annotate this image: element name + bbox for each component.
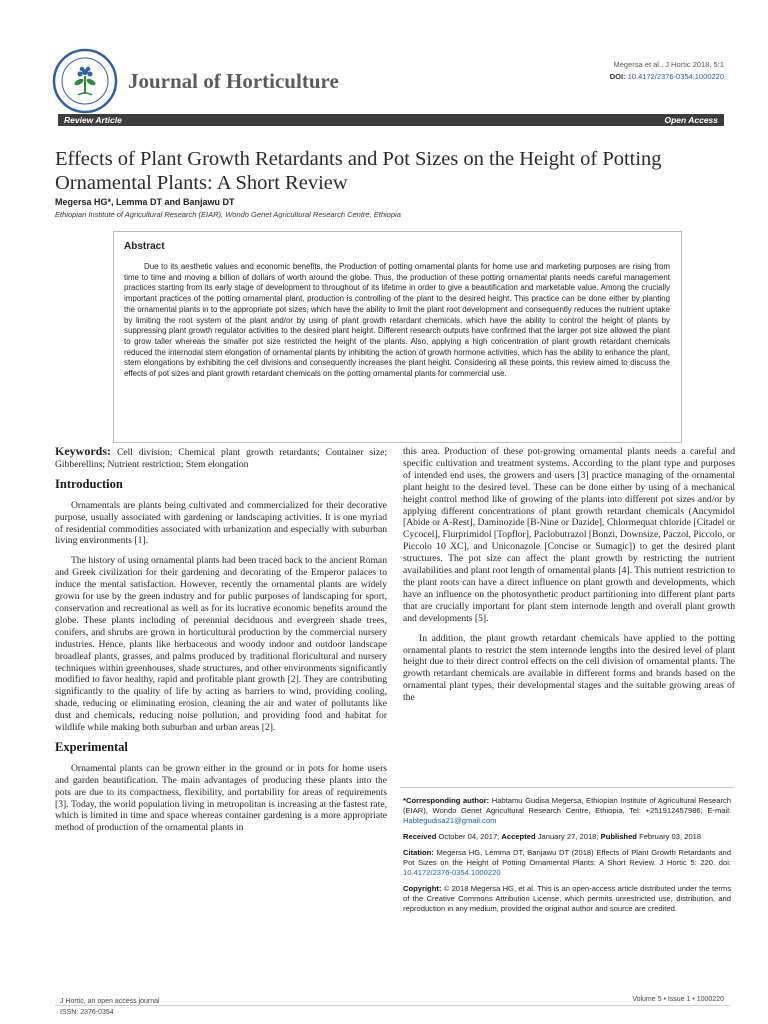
footer-journal-line: J Hortic, an open access journal xyxy=(60,998,160,1005)
citation-doi-link[interactable]: 10.4172/2376-0354.1000220 xyxy=(403,868,501,877)
journal-name: Journal of Horticulture xyxy=(128,69,339,93)
footer-journal-info xyxy=(60,996,160,1018)
received-date: October 04, 2017; xyxy=(438,832,500,841)
copyright-text: © 2018 Megersa HG, et al. This is an open-access article distributed under the terms of the Creative Commons Attribution License, which permits unrestricted use, distribution, and reproduction in any medium, provided the original author and source are credited. xyxy=(403,884,731,913)
section-heading-experimental: Experimental xyxy=(55,739,128,754)
left-column xyxy=(55,446,387,842)
article-type-bar xyxy=(58,114,724,126)
article-title: Effects of Plant Growth Retardants and Pot Sizes on the Height of Potting Ornamental Plants: A Short Review xyxy=(55,148,662,194)
experimental-paragraph-1: Ornamental plants can be grown either in the ground or in pots for home users and garden beautification. The main advantages of producing these plants into the pots are due to its compactness, flexibility, and portability for areas of requirements [3]. Today, the world population living in metropolitan is increasing at the fastest rate, which is limited in time and space whereas container gardening is a more appropriate method of production of the ornamental plants in xyxy=(55,762,387,834)
intro-paragraph-2: The history of using ornamental plants had been traced back to the ancient Roman and Greek civilization for their gardening and decorating of the Emperor palaces to induce the mental satisfaction. However, recently the ornamental plants are widely grown for use by the green industry and for public purposes of landscaping for sport, conservation and recreational as well as for its lucrative economic benefits around the globe. These plants including of perennial deciduous and evergreen shade trees, conifers, and shrubs are grown in horticultural production by the commercial nursery industries. Hence, plants like herbaceous and woody indoor and outdoor landscape broadleaf plants, grasses, and palms produced by traditional floricultural and nursery techniques within greenhouses, shade structures, and other environments significantly modified to favor healthy, rapid and profitable plant growth [2]. They are contributing significantly to the quality of life by acting as barriers to wind, providing cooling, shade, reducing or eliminating erosion, cleaning the air and water of pollutants like dust and chemicals, reducing noise pollution, and providing food and habitat for wildlife while making both suburban and urban areas [2]. xyxy=(55,555,387,734)
notes-divider xyxy=(400,787,734,788)
keywords-label: Keywords: xyxy=(55,444,111,458)
copyright-note xyxy=(403,884,731,914)
right-column xyxy=(403,446,735,712)
article-type-label: Review Article xyxy=(64,115,122,125)
published-label: Published xyxy=(600,832,637,841)
body-paragraph-continued: this area. Production of these pot-growing ornamental plants needs a careful and specific cultivation and treatment systems. According to the plant type and purposes of intended end uses, the growers and users [3] practice managing of the ornamental plant height to the desired level. These can be done either by using of a mechanical height control method like of growing of the plants into different pot sizes and/or by applying different concentrations of plant growth retardant chemicals (Ancymidol [Abide or A-Rest], Daminozide [B-Nine or Dazide], Chlormequat chloride [Citadel or Cycocel], Flurprimidol [Topflor], Paclobutrazol [Bonzi, Downsize, Paczol, Piccolo, or Piccolo 10 XC], and Uniconazole [Concise or Sumagic]) to get the desired plant structures. The pot size can affect the plant growth by restricting the nutrient availabilities and plant root length of ornamental plants [4]. This nutrient restriction to the plant roots can have a direct influence on plant growth and developments, which have an influence on the photosynthetic product partitioning into different plant parts that are crucially important for plant stem internode length and overall plant growth and developments [5]. xyxy=(403,446,735,624)
accepted-label: Accepted xyxy=(501,832,536,841)
author-list: Megersa HG*, Lemma DT and Banjawu DT xyxy=(55,197,235,207)
keywords-paragraph xyxy=(55,446,387,471)
dates-note xyxy=(403,832,731,842)
doi-link[interactable]: 10.4172/2376-0354.1000220 xyxy=(627,72,724,81)
published-date: February 03, 2018 xyxy=(639,832,702,841)
abstract-box xyxy=(113,231,682,443)
citation-line: Megersa et al., J Hortic 2018, 5:1 xyxy=(613,60,724,69)
corresponding-author-note xyxy=(403,796,731,826)
affiliation: Ethiopian Institute of Agricultural Research (EIAR), Wondo Genet Agricultural Research Centre, Ethiopia xyxy=(55,210,401,219)
footer-issn-line: ISSN: 2376-0354 xyxy=(60,1009,114,1016)
footer-volume-info: Volume 5 • Issue 1 • 1000220 xyxy=(632,996,724,1003)
journal-logo xyxy=(52,48,118,114)
article-notes xyxy=(403,796,731,920)
abstract-text: Due to its aesthetic values and economic benefits, the Production of potting ornamental plants for home use and marketing purposes are rising from time to time and moving a billion of dollars of worth around the globe. Thus, the production of these potting ornamental plants needs careful management practices starting from its early stage of development to throughout of its lifetime in order to give a beautification and marketable value. Among the crucially important practices of the potting ornamental plant, production is controlling of the plant to the desired height. This practice can be done either by planting the ornamental plants in to the appropriate pot sizes, which have the ability to limit the plant root development and consequently reduces the nutrient uptake by limiting the root system of the plant and/or by using of plant growth retardant chemicals, which have the ability to control the height of plants by suppressing plant growth regulator activities to the desired plant height. Different research outputs have confirmed that the larger pot size allowed the plant to grow taller whereas the smaller pot size restricted the height of the plants. Also, applying a high concentration of plant growth retardant chemicals reduced the internodal stem elongation of ornamental plants by inhibiting the action of growth hormone activities, which has the ability to enhance the plant, stem elongations by exhibiting the cell divisions and consequently increases the plant height. Considering all these points, this review aimed to discuss the effects of pot sizes and plant growth retardant chemicals on the potting ornamental plants for commercial use. xyxy=(124,262,670,379)
body-paragraph-growth-retardants: In addition, the plant growth retardant chemicals have applied to the potting ornamental plants to restrict the stem internode lengths into the desired level of plant height due to their direct control effects on the cell division of ornamental plants. The growth retardant chemicals are available in different forms and brands based on the ornamental plant types, their developmental stages and the suitable growing areas of the xyxy=(403,632,735,704)
citation-note xyxy=(403,848,731,878)
accepted-date: January 27, 2018; xyxy=(537,832,599,841)
copyright-label: Copyright: xyxy=(403,884,442,893)
keywords-text: Cell division; Chemical plant growth retardants; Container size; Gibberellins; Nutrient restriction; Stem elongation xyxy=(55,447,388,470)
abstract-heading: Abstract xyxy=(124,241,165,252)
open-access-label: Open Access xyxy=(664,115,718,125)
received-label: Received xyxy=(403,832,437,841)
doi-label: DOI: xyxy=(609,72,626,81)
citation-header xyxy=(610,59,724,83)
intro-paragraph-1: Ornamentals are plants being cultivated and commercialized for their decorative purpose, usually associated with gardening or landscaping activities. It is one myriad of residential commodities associated with urbanization and especially with suburban living environments [1]. xyxy=(55,499,387,547)
doi-line xyxy=(610,71,724,83)
corresponding-author-label: *Corresponding author: xyxy=(403,796,490,805)
corresponding-email-link[interactable]: Habtegudisa21@gmail.com xyxy=(403,816,497,825)
citation-label: Citation: xyxy=(403,848,434,857)
corresponding-author-text: Habtamu Gudisa Megersa, Ethiopian Institute of Agricultural Research (EIAR), Wondo Genet Agricultural Research Centre, Ethiopia, Tel: +251912457986; E-mail: xyxy=(403,796,731,815)
citation-text: Megersa HG, Lemma DT, Banjawu DT (2018) Effects of Plant Growth Retardants and Pot Sizes on the Height of Potting Ornamental Plants: A Short Review. J Hortic 5: 220. doi: xyxy=(403,848,731,867)
section-heading-introduction: Introduction xyxy=(55,476,123,491)
